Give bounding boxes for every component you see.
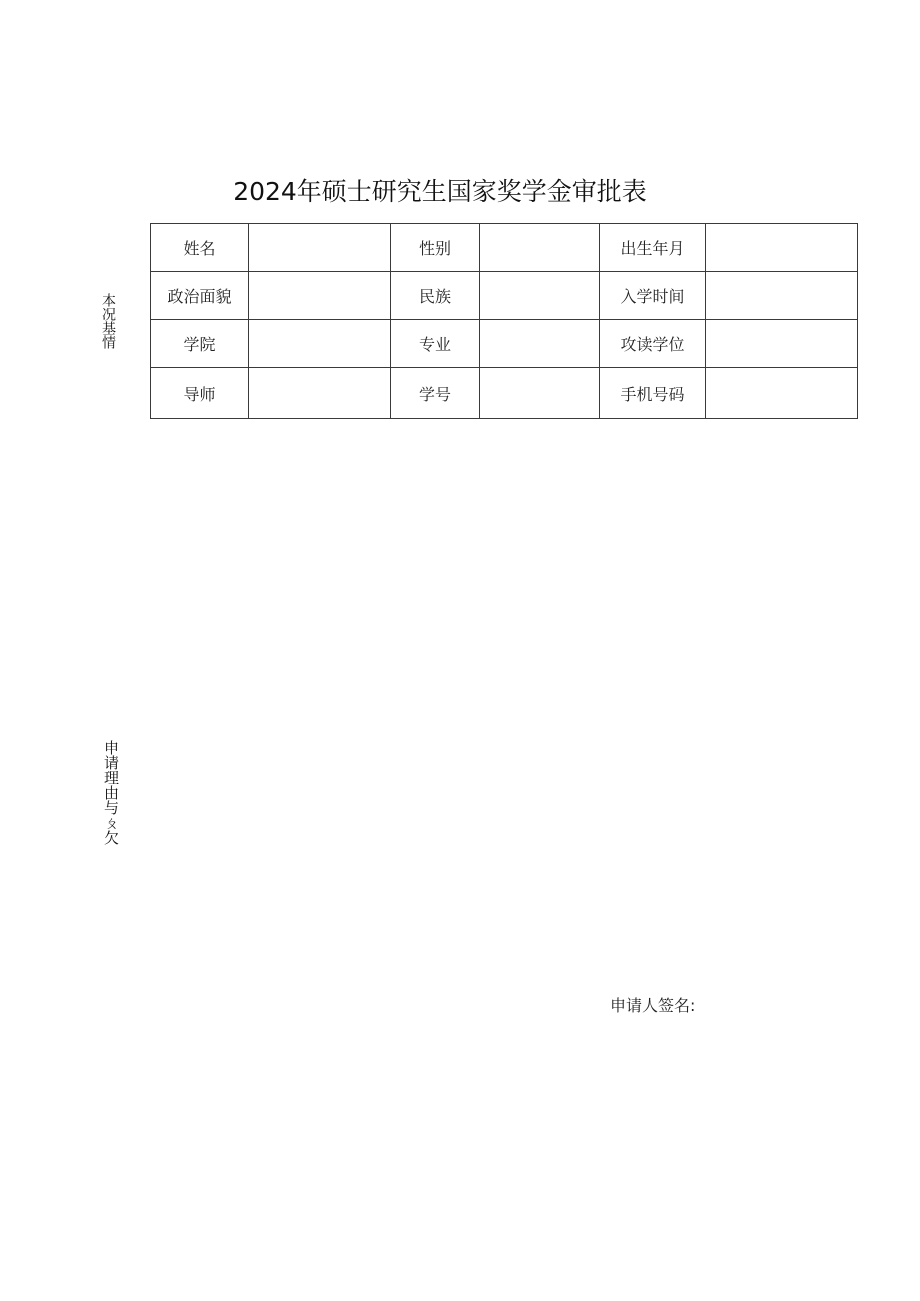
- phone-label: 手机号码: [600, 368, 706, 419]
- birth-date-label: 出生年月: [600, 224, 706, 272]
- reason-side-label: 申请理由与ㄆ欠: [102, 740, 120, 845]
- phone-field[interactable]: [706, 368, 858, 419]
- student-id-field[interactable]: [480, 368, 600, 419]
- table-row: [151, 368, 858, 419]
- name-field[interactable]: [249, 224, 391, 272]
- gender-label: 性别: [391, 224, 480, 272]
- major-field[interactable]: [480, 320, 600, 368]
- advisor-label: 导师: [151, 368, 249, 419]
- advisor-field[interactable]: [249, 368, 391, 419]
- page-title: 2024年硕士研究生国家奖学金审批表: [233, 177, 647, 206]
- basic-info-table: [150, 223, 858, 419]
- degree-label: 攻读学位: [600, 320, 706, 368]
- applicant-signature-label: 申请人签名:: [610, 996, 696, 1015]
- birth-date-field[interactable]: [706, 224, 858, 272]
- major-label: 专业: [391, 320, 480, 368]
- ethnicity-label: 民族: [391, 272, 480, 320]
- degree-field[interactable]: [706, 320, 858, 368]
- political-status-label: 政治面貌: [151, 272, 249, 320]
- gender-field[interactable]: [480, 224, 600, 272]
- student-id-label: 学号: [391, 368, 480, 419]
- table-row: [151, 224, 858, 272]
- table-row: [151, 320, 858, 368]
- table-row: [151, 272, 858, 320]
- college-field[interactable]: [249, 320, 391, 368]
- enrollment-date-field[interactable]: [706, 272, 858, 320]
- enrollment-date-label: 入学时间: [600, 272, 706, 320]
- name-label: 姓名: [151, 224, 249, 272]
- political-status-field[interactable]: [249, 272, 391, 320]
- basic-info-side-label: 本况基情: [100, 293, 116, 349]
- college-label: 学院: [151, 320, 249, 368]
- ethnicity-field[interactable]: [480, 272, 600, 320]
